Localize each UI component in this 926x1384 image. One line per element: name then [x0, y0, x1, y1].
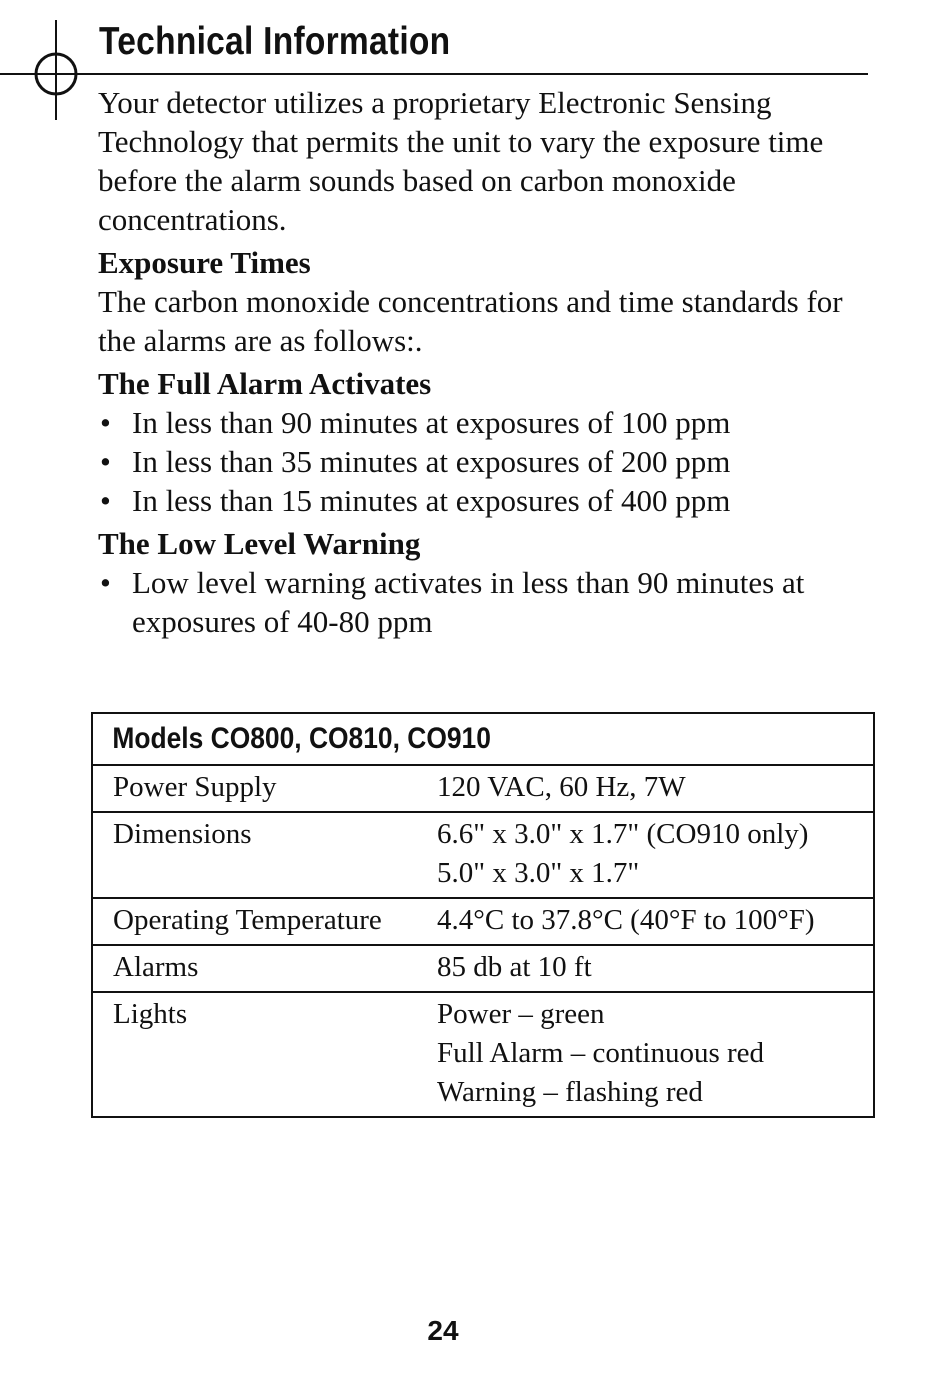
list-item: • In less than 90 minutes at exposures of 100 ppm: [98, 403, 878, 442]
spec-label: Operating Temperature: [113, 904, 382, 936]
spec-value: 5.0" x 3.0" x 1.7": [437, 857, 640, 889]
spec-table-title: Models CO800, CO810, CO910: [112, 722, 491, 755]
exposure-heading: Exposure Times: [98, 245, 311, 280]
title-divider: [0, 73, 868, 75]
spec-value: 120 VAC, 60 Hz, 7W: [437, 771, 686, 803]
spec-value-cell: [437, 768, 873, 807]
spec-value: Power – green: [437, 998, 605, 1030]
table-row: [93, 897, 873, 944]
content-body: [98, 83, 878, 641]
list-item: • In less than 15 minutes at exposures of 400 ppm: [98, 481, 878, 520]
spec-label: Power Supply: [113, 771, 277, 803]
list-item: • Low level warning activates in less than 90 minutes at exposures of 40-80 ppm: [98, 563, 878, 641]
low-level-list: [98, 563, 878, 641]
intro-paragraph: Your detector utilizes a proprietary Electronic Sensing Technology that permits the unit to vary the exposure time before the alarm sounds based on carbon monoxide concentrations.: [98, 85, 824, 237]
spec-label: Lights: [113, 998, 188, 1030]
table-row: [93, 944, 873, 991]
list-item: • In less than 35 minutes at exposures of 200 ppm: [98, 442, 878, 481]
spec-label: Alarms: [113, 951, 199, 983]
spec-value-cell: [437, 901, 873, 940]
spec-value: 4.4°C to 37.8°C (40°F to 100°F): [437, 904, 815, 936]
low-level-heading: The Low Level Warning: [98, 526, 421, 561]
exposure-paragraph: The carbon monoxide concentrations and time standards for the alarms are as follows:.: [98, 284, 843, 358]
spec-value: Full Alarm – continuous red: [437, 1037, 765, 1069]
page-title: Technical Information: [99, 20, 451, 63]
spec-value: 6.6" x 3.0" x 1.7" (CO910 only): [437, 818, 809, 850]
spec-table: [91, 712, 875, 1118]
table-row: [93, 764, 873, 811]
spec-value: Warning – flashing red: [437, 1076, 703, 1108]
table-row: [93, 991, 873, 1116]
page-number: 24: [427, 1315, 459, 1346]
spec-value-cell: [437, 995, 873, 1112]
spec-value-cell: [437, 948, 873, 987]
spec-value-cell: [437, 815, 873, 893]
registration-mark-icon: [18, 20, 98, 122]
table-row: [93, 811, 873, 897]
full-alarm-heading: The Full Alarm Activates: [98, 366, 432, 401]
full-alarm-list: [98, 403, 878, 520]
spec-label: Dimensions: [113, 818, 252, 850]
spec-value: 85 db at 10 ft: [437, 951, 592, 983]
